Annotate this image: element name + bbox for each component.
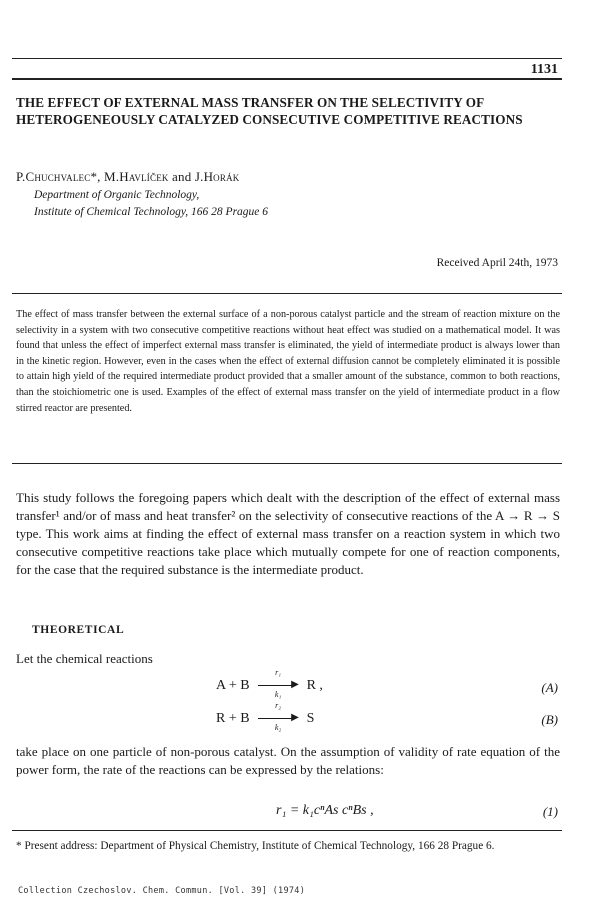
footnote: * Present address: Department of Physical Chemistry, Institute of Chemical Technology, 166 28 Prague 6. — [16, 840, 495, 852]
reaction-a-label: (A) — [541, 680, 558, 695]
reaction-a — [216, 667, 323, 699]
reaction-b-constant: k₂ — [274, 722, 282, 732]
received-date: Received April 24th, 1973 — [436, 257, 558, 269]
reaction-a-constant: k₁ — [274, 689, 282, 699]
journal-citation: Collection Czechoslov. Chem. Commun. [Vol. 39] (1974) — [18, 886, 306, 896]
rate-equation-label: (1) — [542, 804, 558, 819]
reaction-b — [216, 700, 315, 732]
reaction-a-lhs: A + B — [216, 678, 250, 693]
reaction-b-label: (B) — [541, 712, 558, 727]
footnote-rule — [12, 830, 562, 831]
reaction-b-rhs: S — [306, 711, 315, 726]
abstract: The effect of mass transfer between the external surface of a non-porous catalyst particle and the stream of reaction mixture on the selectivity in a system with two consecutive competitive reactions without heat effect was studied on a mathematical model. It was found that unless the effect of imperfect external mass transfer is eliminated, the yield of intermediate product is always lower than in the kinetic region. However, even in the cases when the effect of external diffusion cannot be completely eliminated it is possible to attain high yield of the required intermediate product provided that a smaller amount of the substance, common to both reactions, than the stoichiometric one is used. Examples of the effect of external mass transfer on the yield of intermediate product in a flow stirred reactor are presented. — [16, 309, 560, 414]
authors: P.Chuchvalec*, M.Havlíček and J.Horák — [16, 169, 240, 184]
lead-in-text: Let the chemical reactions — [16, 651, 153, 666]
page-number: 1131 — [530, 62, 558, 77]
reaction-b-arrow: r₂ ▶ k₂ — [256, 712, 300, 726]
top-rule — [12, 58, 562, 59]
body-paragraph: take place on one particle of non-porous catalyst. On the assumption of validity of rate equation of the power form, the rate of the reactions can be expressed by the relations: — [16, 744, 560, 777]
affiliation-line-1: Department of Organic Technology, — [34, 189, 200, 201]
reaction-a-rate: r₁ — [275, 667, 282, 677]
reaction-b-lhs: R + B — [216, 711, 250, 726]
abstract-top-rule — [12, 293, 562, 294]
affiliation-line-2: Institute of Chemical Technology, 166 28 Prague 6 — [34, 206, 269, 218]
reaction-a-arrow: r₁ ▶ k₁ — [256, 679, 300, 693]
intro-paragraph: This study follows the foregoing papers which dealt with the description of the effect of external mass transfer¹ and/or of mass and heat transfer² on the selectivity of consecutive reactions of the A → R → S type. This work aims at finding the effect of external mass transfer on a reaction system in which two consecutive competitive reactions take place which mutually compete for one of reaction components, for the case that the required substance is the intermediate product. — [16, 490, 560, 577]
rate-equation: r₁ = k₁cⁿAs cⁿBs , — [276, 803, 374, 818]
header-rule — [12, 78, 562, 80]
reaction-b-rate: r₂ — [275, 700, 282, 710]
abstract-bottom-rule — [12, 463, 562, 464]
reaction-a-rhs: R , — [306, 678, 323, 693]
section-heading: THEORETICAL — [32, 624, 125, 636]
paper-title: THE EFFECT OF EXTERNAL MASS TRANSFER ON THE SELECTIVITY OF HETEROGENEOUSLY CATALYZED CONSECUTIVE COMPETITIVE REACTIONS — [16, 95, 523, 127]
